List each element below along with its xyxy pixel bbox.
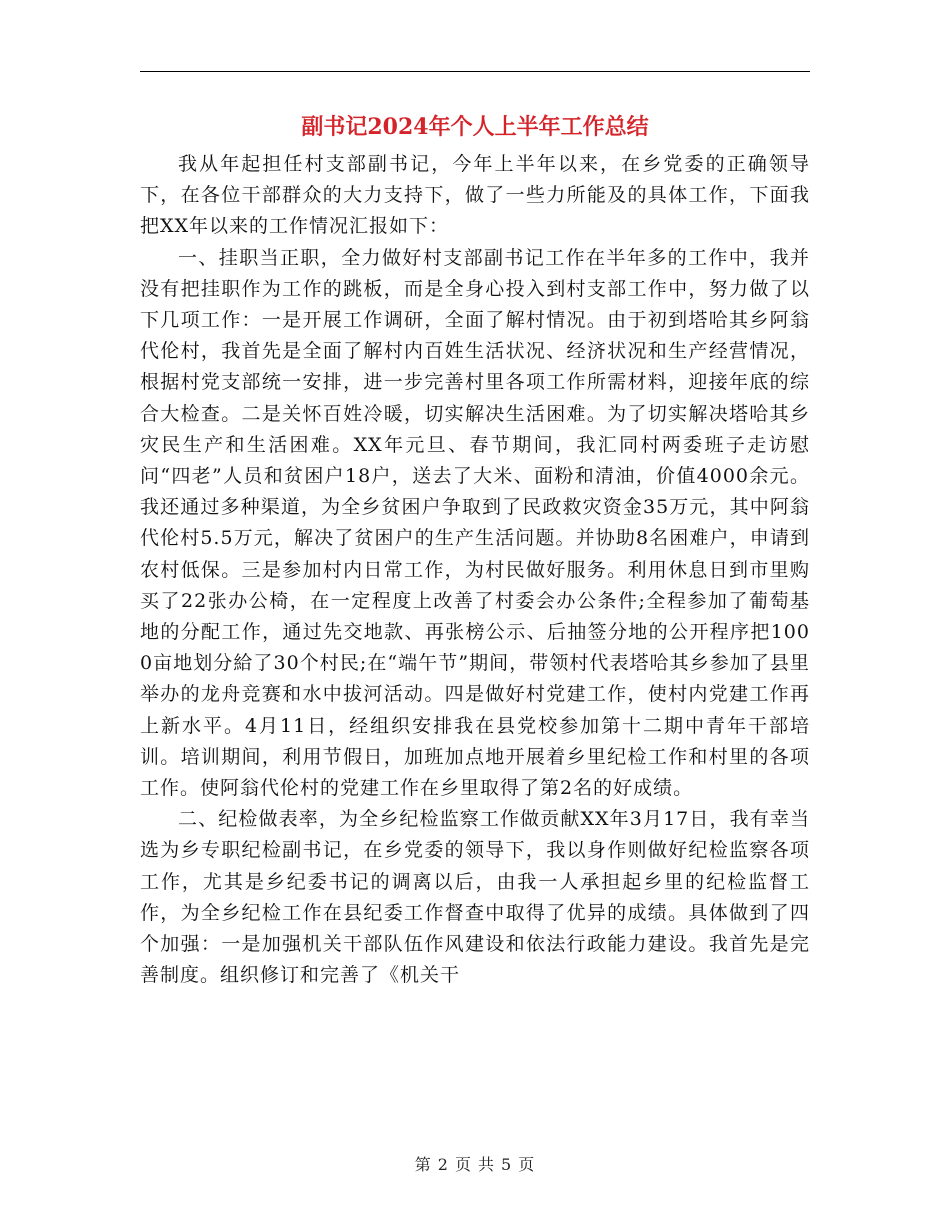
page-label-prefix: 第 [414, 1155, 432, 1174]
page-label-suffix: 页 [518, 1155, 536, 1174]
page-total: 5 [501, 1155, 513, 1174]
paragraph-section-one: 一、挂职当正职，全力做好村支部副书记工作在半年多的工作中，我并没有把挂职作为工作的跳板，而是全身心投入到村支部工作中，努力做了以下几项工作：一是开展工作调研，全面了解村情况。由于初到塔哈其乡阿翁代伦村，我首先是全面了解村内百姓生活状况、经济状况和生产经营情况，根据村党支部统一安排，进一步完善村里各项工作所需材料，迎接年底的综合大检查。二是关怀百姓冷暖，切实解决生活困难。为了切实解决塔哈其乡灾民生产和生活困难。XX年元旦、春节期间，我汇同村两委班子走访慰问“四老”人员和贫困户18户，送去了大米、面粉和清油，价值4000余元。我还通过多种渠道，为全乡贫困户争取到了民政救灾资金35万元，其中阿翁代伦村5.5万元，解决了贫困户的生产生活问题。并协助8名困难户，申请到农村低保。三是参加村内日常工作，为村民做好服务。利用休息日到市里购买了22张办公椅，在一定程度上改善了村委会办公条件;全程参加了葡萄基地的分配工作，通过先交地款、再张榜公示、后抽签分地的公开程序把1000亩地划分給了30个村民;在“端午节”期间，带领村代表塔哈其乡参加了县里举办的龙舟竞赛和水中拔河活动。四是做好村党建工作，使村内党建工作再上新水平。4月11日，经组织安排我在县党校参加第十二期中青年干部培训。培训期间，利用节假日，加班加点地开展着乡里纪检工作和村里的各项工作。使阿翁代伦村的党建工作在乡里取得了第2名的好成绩。 [140, 246, 810, 800]
page-label-mid: 页 共 [454, 1155, 496, 1174]
paragraph-intro: 我从年起担任村支部副书记，今年上半年以来，在乡党委的正确领导下，在各位干部群众的大力支持下，做了一些力所能及的具体工作，下面我把XX年以来的工作情况汇报如下： [140, 153, 810, 238]
paragraph-section-two: 二、纪检做表率，为全乡纪检监察工作做贡献XX年3月17日，我有幸当选为乡专职纪检副书记，在乡党委的领导下，我以身作则做好纪检监察各项工作，尤其是乡纪委书记的调离以后，由我一人承担起乡里的纪检监督工作，为全乡纪检工作在县纪委工作督查中取得了优异的成绩。具体做到了四个加强：一是加强机关干部队伍作风建设和依法行政能力建设。我首先是完善制度。组织修订和完善了《机关干 [140, 808, 810, 987]
page-footer [0, 1154, 950, 1176]
document-title: 副书记2024年个人上半年工作总结 [301, 114, 649, 140]
page-number: 2 [437, 1155, 449, 1174]
header-rule [140, 71, 810, 72]
document-body [140, 149, 810, 991]
